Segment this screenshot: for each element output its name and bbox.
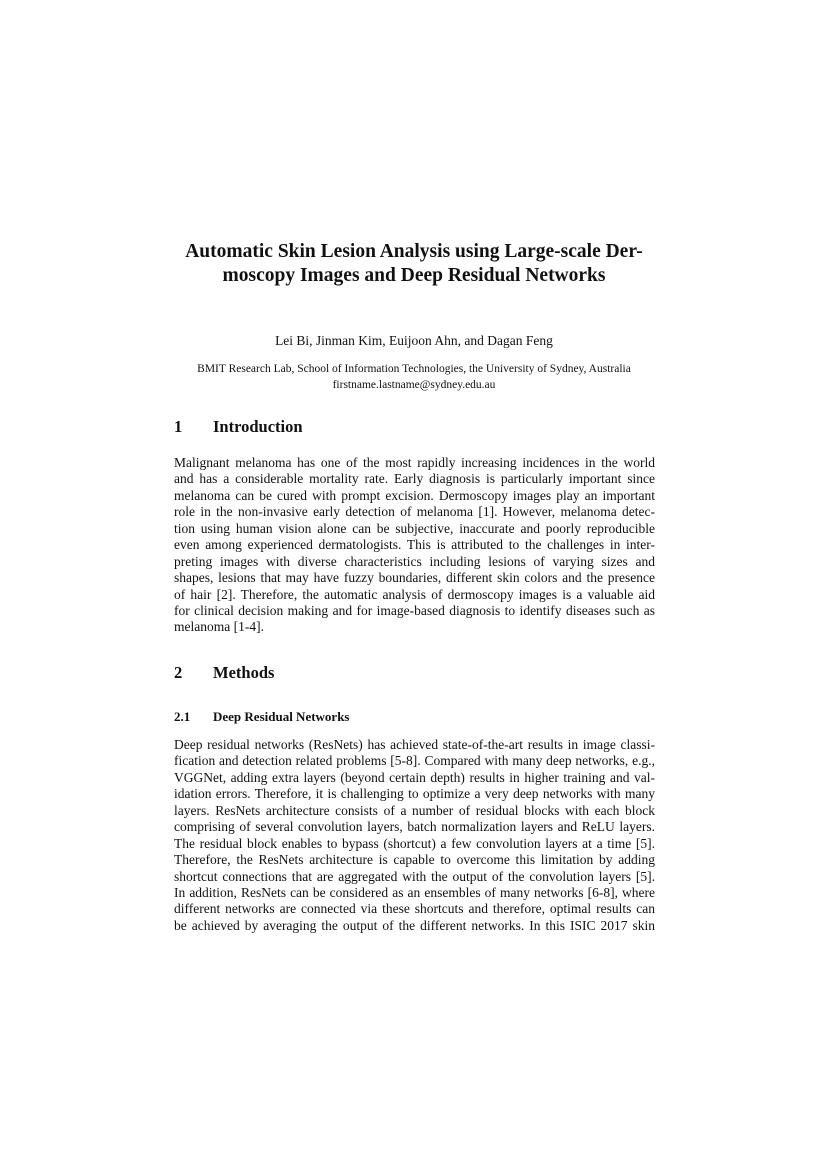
text-line: comprising of several convolution layers, batch normalization layers and ReLU layers. <box>174 819 655 835</box>
affiliation-line: BMIT Research Lab, School of Information Technologies, the University of Sydney, Australia <box>197 363 631 375</box>
introduction-paragraph <box>174 455 655 636</box>
section-number: 2 <box>174 663 183 682</box>
author-list: Lei Bi, Jinman Kim, Euijoon Ahn, and Dagan Feng <box>275 333 553 348</box>
text-line: even among experienced dermatologists. This is attributed to the challenges in inter- <box>174 537 655 553</box>
text-line: Malignant melanoma has one of the most rapidly increasing incidences in the world <box>174 455 655 470</box>
text-line: idation errors. Therefore, it is challenging to optimize a very deep networks with many <box>174 786 655 802</box>
subsection-heading-deep-residual-networks <box>174 709 350 725</box>
text-line: melanoma can be cured with prompt excision. Dermoscopy images play an important <box>174 487 655 503</box>
text-line: shortcut connections that are aggregated with the output of the convolution layers [5]. <box>174 868 655 884</box>
resnet-paragraph <box>174 737 655 934</box>
text-line: shapes, lesions that may have fuzzy boundaries, different skin colors and the presence <box>174 570 655 586</box>
section-title: Methods <box>213 663 275 682</box>
text-line: Deep residual networks (ResNets) has achieved state-of-the-art results in image classi- <box>174 737 655 752</box>
subsection-number: 2.1 <box>174 709 191 724</box>
text-line: In addition, ResNets can be considered as an ensembles of many networks [6-8], where <box>174 884 655 900</box>
text-line: melanoma [1-4]. <box>174 619 264 635</box>
text-line: VGGNet, adding extra layers (beyond certain depth) results in higher training and val- <box>174 769 655 785</box>
section-heading-methods <box>174 663 274 683</box>
text-line: fication and detection related problems [5-8]. Compared with many deep networks, e.g., <box>174 753 655 769</box>
text-line: layers. ResNets architecture consists of a number of residual blocks with each block <box>174 802 655 818</box>
author-email: firstname.lastname@sydney.edu.au <box>332 379 496 391</box>
text-line: for clinical decision making and for image-based diagnosis to identify diseases such as <box>174 602 655 618</box>
affiliation <box>150 361 678 393</box>
paper-title <box>150 240 678 288</box>
section-heading-introduction <box>174 417 303 437</box>
title-line: Automatic Skin Lesion Analysis using Large-scale Der- <box>185 241 643 262</box>
section-number: 1 <box>174 417 183 436</box>
text-line: and has a considerable mortality rate. Early diagnosis is particularly important since <box>174 471 655 487</box>
text-line: different networks are connected via these shortcuts and therefore, optimal results can <box>174 901 655 917</box>
text-line: tion using human vision alone can be subjective, inaccurate and poorly reproducible <box>174 520 655 536</box>
text-line: of hair [2]. Therefore, the automatic analysis of dermoscopy images is a valuable aid <box>174 586 655 602</box>
section-title: Introduction <box>213 417 303 436</box>
text-line: The residual block enables to bypass (shortcut) a few convolution layers at a time [5]. <box>174 835 655 851</box>
title-line: moscopy Images and Deep Residual Networks <box>222 265 606 286</box>
text-line: role in the non-invasive early detection of melanoma [1]. However, melanoma detec- <box>174 504 655 520</box>
text-line: Therefore, the ResNets architecture is capable to overcome this limitation by adding <box>174 852 655 868</box>
text-line: preting images with diverse characteristics including lesions of varying sizes and <box>174 553 655 569</box>
subsection-title: Deep Residual Networks <box>213 709 350 724</box>
text-line: be achieved by averaging the output of the different networks. In this ISIC 2017 skin <box>174 917 655 933</box>
